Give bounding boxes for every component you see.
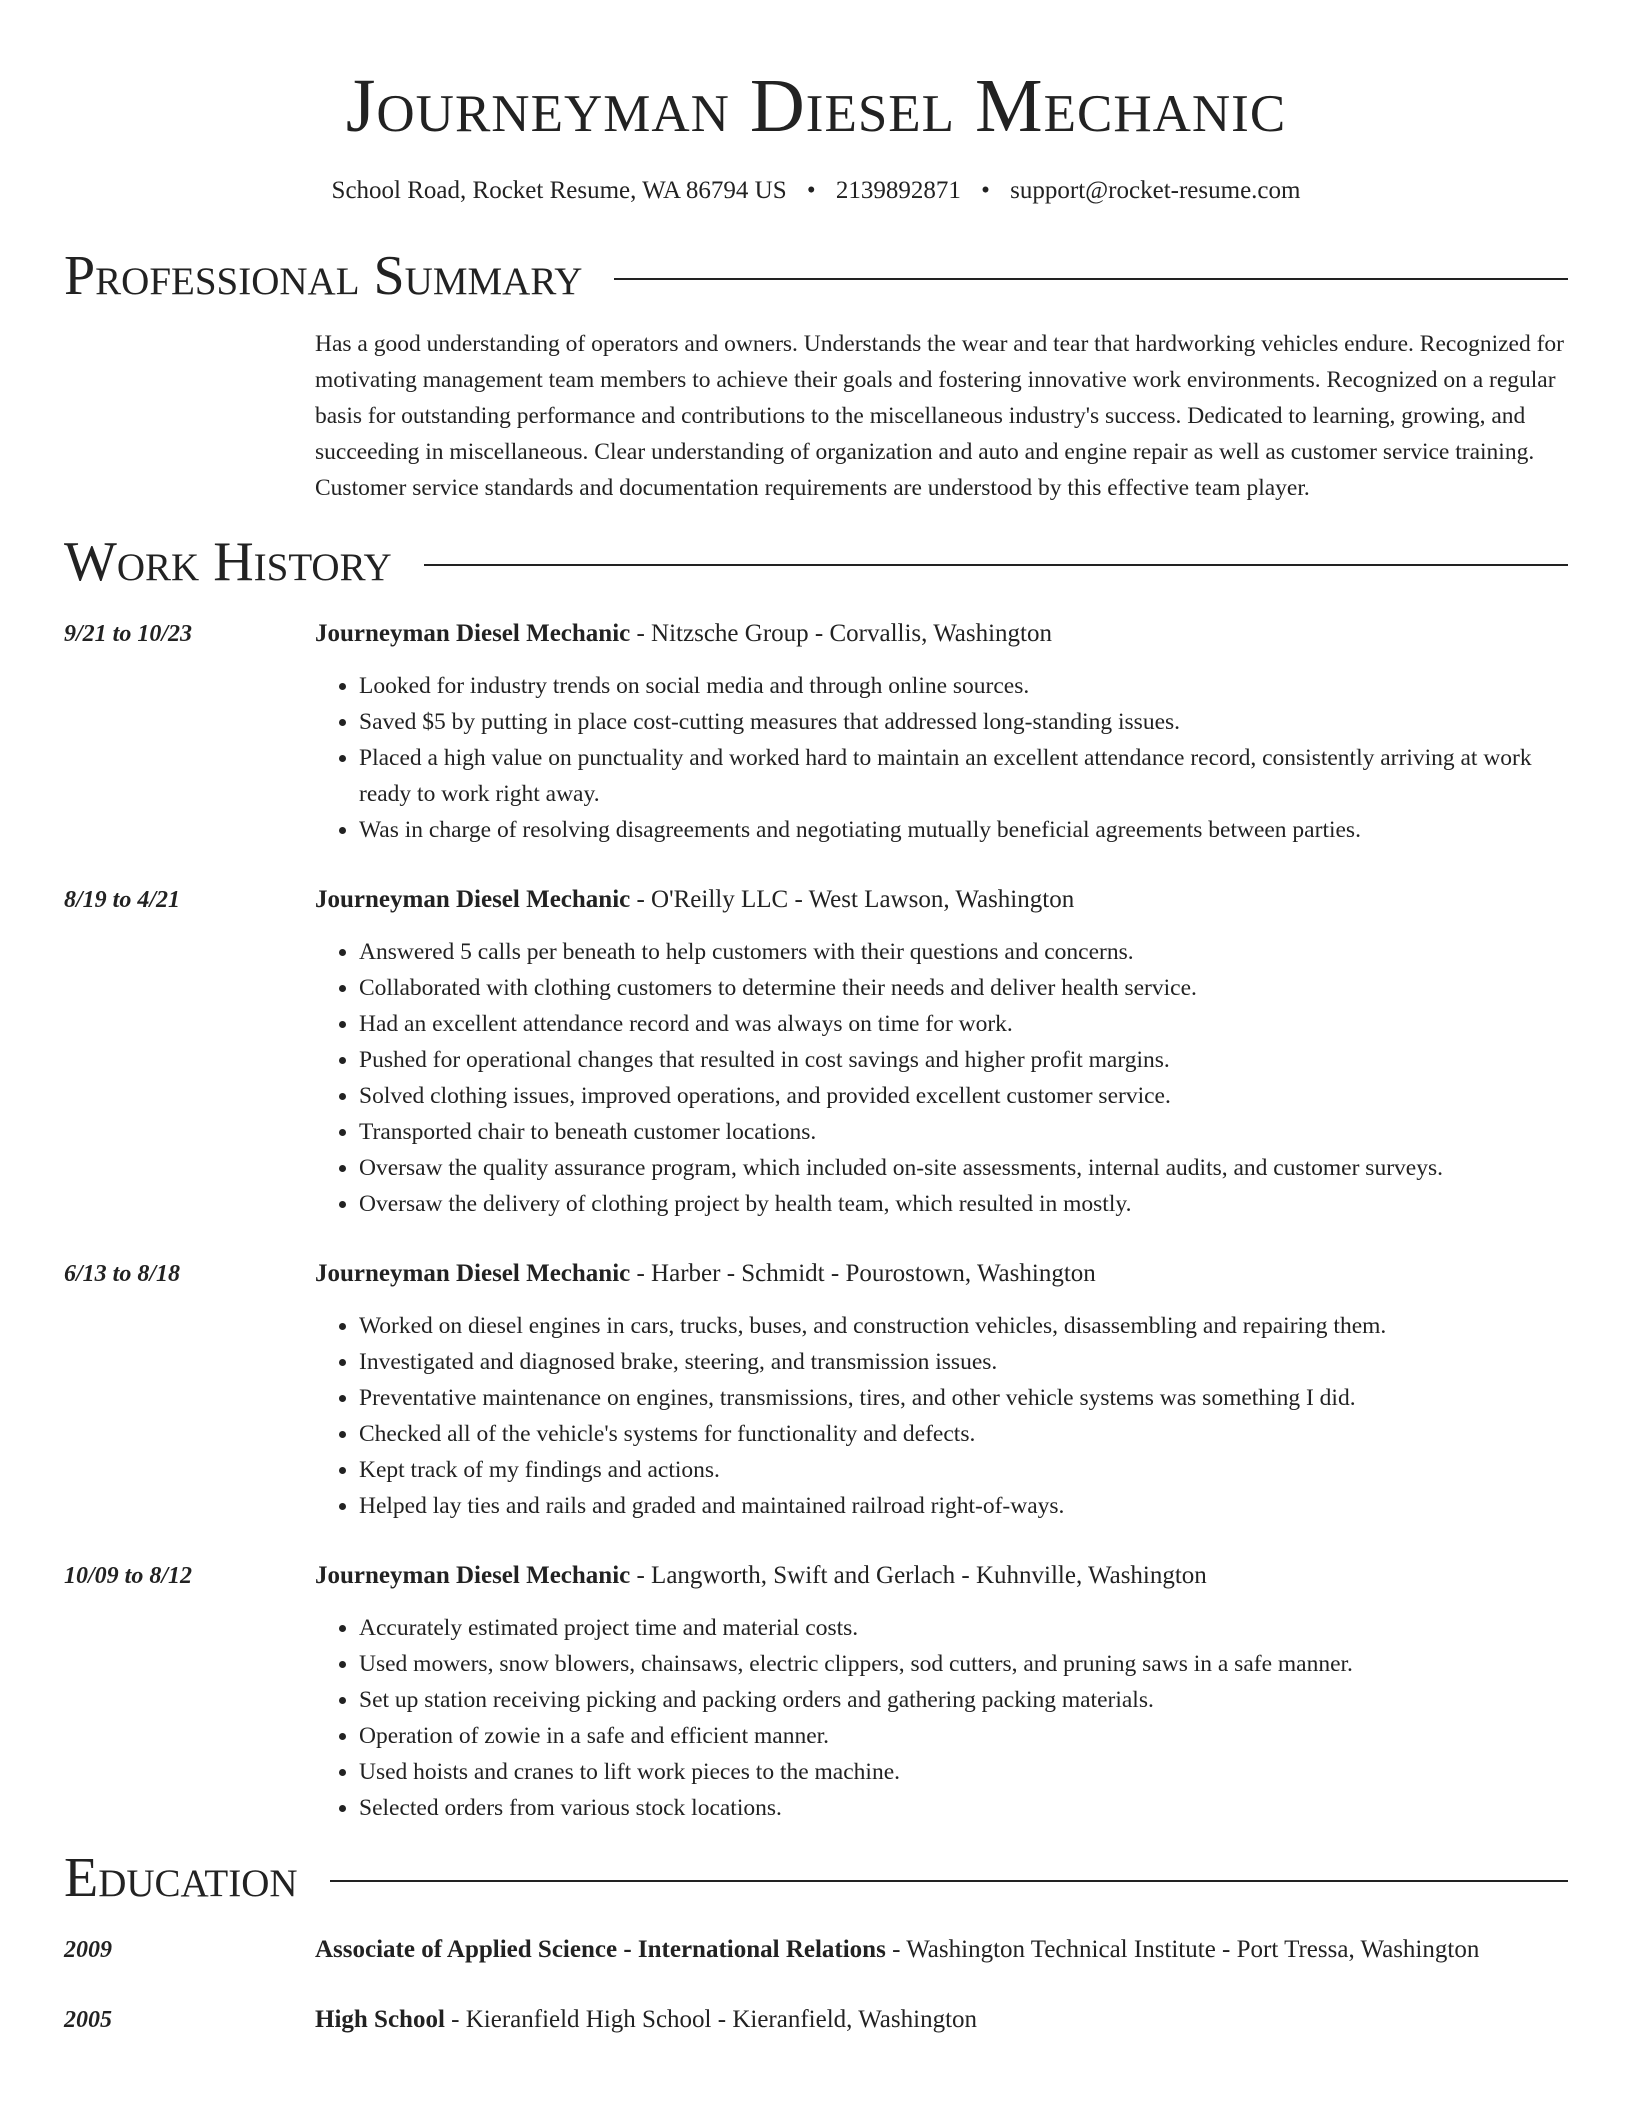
job-bullet: • Helped lay ties and rails and graded and maintained railroad right-of-ways. [359, 1488, 1568, 1524]
education-details: - Washington Technical Institute - Port Tressa, Washington [885, 1936, 1480, 1963]
job-title-line [315, 616, 1568, 652]
job-entry [64, 616, 1568, 848]
job-details: - Harber - Schmidt - Pourostown, Washington [630, 1260, 1096, 1287]
resume-name: Journeyman Diesel Mechanic [345, 64, 1287, 148]
work-section-header [64, 530, 1568, 594]
job-bullet: • Investigated and diagnosed brake, steering, and transmission issues. [359, 1344, 1568, 1380]
resume-page [64, 0, 1568, 2038]
section-title-summary: Professional Summary [64, 245, 583, 307]
section-divider [614, 278, 1568, 280]
education-line [315, 2002, 977, 2038]
job-bullet: • Accurately estimated project time and material costs. [359, 1610, 1568, 1646]
job-bullet: • Operation of zowie in a safe and efficient manner. [359, 1718, 1568, 1754]
job-entry [64, 1558, 1568, 1826]
job-entry [64, 1256, 1568, 1524]
job-bullet: • Looked for industry trends on social media and through online sources. [359, 668, 1568, 704]
job-bullet: • Solved clothing issues, improved operations, and provided excellent customer service. [359, 1078, 1568, 1114]
job-body [315, 1558, 1568, 1826]
job-details: - O'Reilly LLC - West Lawson, Washington [630, 886, 1075, 913]
job-bullet: • Transported chair to beneath customer locations. [359, 1114, 1568, 1150]
job-title: Journeyman Diesel Mechanic [315, 1562, 631, 1589]
job-bullet: • Placed a high value on punctuality and worked hard to maintain an excellent attendance record, consistently arriving at work ready to work right away. [359, 740, 1568, 812]
job-bullets [315, 668, 1568, 848]
work-history-list [64, 616, 1568, 1826]
job-bullets [315, 1308, 1568, 1524]
job-title: Journeyman Diesel Mechanic [315, 886, 631, 913]
job-body [315, 616, 1568, 848]
job-entry [64, 882, 1568, 1222]
job-details: - Nitzsche Group - Corvallis, Washington [630, 620, 1052, 647]
job-body [315, 1256, 1568, 1524]
job-title: Journeyman Diesel Mechanic [315, 1260, 631, 1287]
education-details: - Kieranfield High School - Kieranfield, Washington [444, 2006, 978, 2033]
job-bullet: • Was in charge of resolving disagreements and negotiating mutually beneficial agreements between parties. [359, 812, 1568, 848]
job-bullet: • Worked on diesel engines in cars, trucks, buses, and construction vehicles, disassembling and repairing them. [359, 1308, 1568, 1344]
job-title: Journeyman Diesel Mechanic [315, 620, 631, 647]
job-bullet: • Answered 5 calls per beneath to help customers with their questions and concerns. [359, 934, 1568, 970]
job-bullet: • Collaborated with clothing customers to determine their needs and deliver health service. [359, 970, 1568, 1006]
job-bullet: • Had an excellent attendance record and was always on time for work. [359, 1006, 1568, 1042]
contact-email: support@rocket-resume.com [1010, 177, 1301, 204]
job-bullet: • Oversaw the delivery of clothing project by health team, which resulted in mostly. [359, 1186, 1568, 1222]
section-divider [330, 1880, 1568, 1882]
education-degree: Associate of Applied Science - International Relations [315, 1936, 886, 1963]
job-dates: 6/13 to 8/18 [64, 1261, 181, 1287]
job-body [315, 882, 1568, 1222]
education-entry [64, 2002, 1568, 2038]
education-year: 2009 [64, 1937, 112, 1963]
contact-address: School Road, Rocket Resume, WA 86794 US [331, 177, 787, 204]
contact-line [64, 174, 1568, 208]
education-degree: High School [315, 2006, 445, 2033]
job-bullet: • Set up station receiving picking and packing orders and gathering packing materials. [359, 1682, 1568, 1718]
section-title-work: Work History [64, 531, 392, 593]
section-divider [424, 564, 1568, 566]
job-title-line [315, 1558, 1568, 1594]
contact-separator: • [806, 177, 816, 204]
contact-phone: 2139892871 [835, 177, 961, 204]
job-dates: 8/19 to 4/21 [64, 887, 181, 913]
job-bullets [315, 1610, 1568, 1826]
education-year: 2005 [64, 2007, 112, 2033]
job-bullet: • Kept track of my findings and actions. [359, 1452, 1568, 1488]
education-section-header [64, 1846, 1568, 1910]
contact-separator: • [981, 177, 990, 204]
summary-text: Has a good understanding of operators and owners. Understands the wear and tear that hardworking vehicles endure. Recognized for motivating management team members to achieve their goals and fostering innovative work environments. Recognized on a regular basis for outstanding performance and contributions to the miscellaneous industry's success. Dedicated to learning, growing, and succeeding in miscellaneous. Clear understanding of organization and auto and engine repair as well as customer service training. Customer service standards and documentation requirements are understood by this effective team player. [315, 331, 1564, 501]
job-title-line [315, 882, 1568, 918]
education-entry [64, 1932, 1568, 1968]
job-bullet: • Used hoists and cranes to lift work pieces to the machine. [359, 1754, 1568, 1790]
job-bullet: • Selected orders from various stock locations. [359, 1790, 1568, 1826]
education-list [64, 1932, 1568, 2038]
education-line [315, 1932, 1479, 1968]
summary-section-header [64, 244, 1568, 308]
job-dates: 9/21 to 10/23 [64, 621, 193, 647]
job-dates: 10/09 to 8/12 [64, 1563, 193, 1589]
job-title-line [315, 1256, 1568, 1292]
job-bullet: • Checked all of the vehicle's systems for functionality and defects. [359, 1416, 1568, 1452]
section-title-education: Education [64, 1847, 298, 1909]
job-bullet: • Oversaw the quality assurance program, which included on-site assessments, internal audits, and customer surveys. [359, 1150, 1568, 1186]
job-bullets [315, 934, 1568, 1222]
job-bullet: • Preventative maintenance on engines, transmissions, tires, and other vehicle systems was something I did. [359, 1380, 1568, 1416]
job-bullet: • Used mowers, snow blowers, chainsaws, electric clippers, sod cutters, and pruning saws in a safe manner. [359, 1646, 1568, 1682]
job-bullet: • Saved $5 by putting in place cost-cutting measures that addressed long-standing issues. [359, 704, 1568, 740]
job-details: - Langworth, Swift and Gerlach - Kuhnville, Washington [630, 1562, 1207, 1589]
job-bullet: • Pushed for operational changes that resulted in cost savings and higher profit margins. [359, 1042, 1568, 1078]
